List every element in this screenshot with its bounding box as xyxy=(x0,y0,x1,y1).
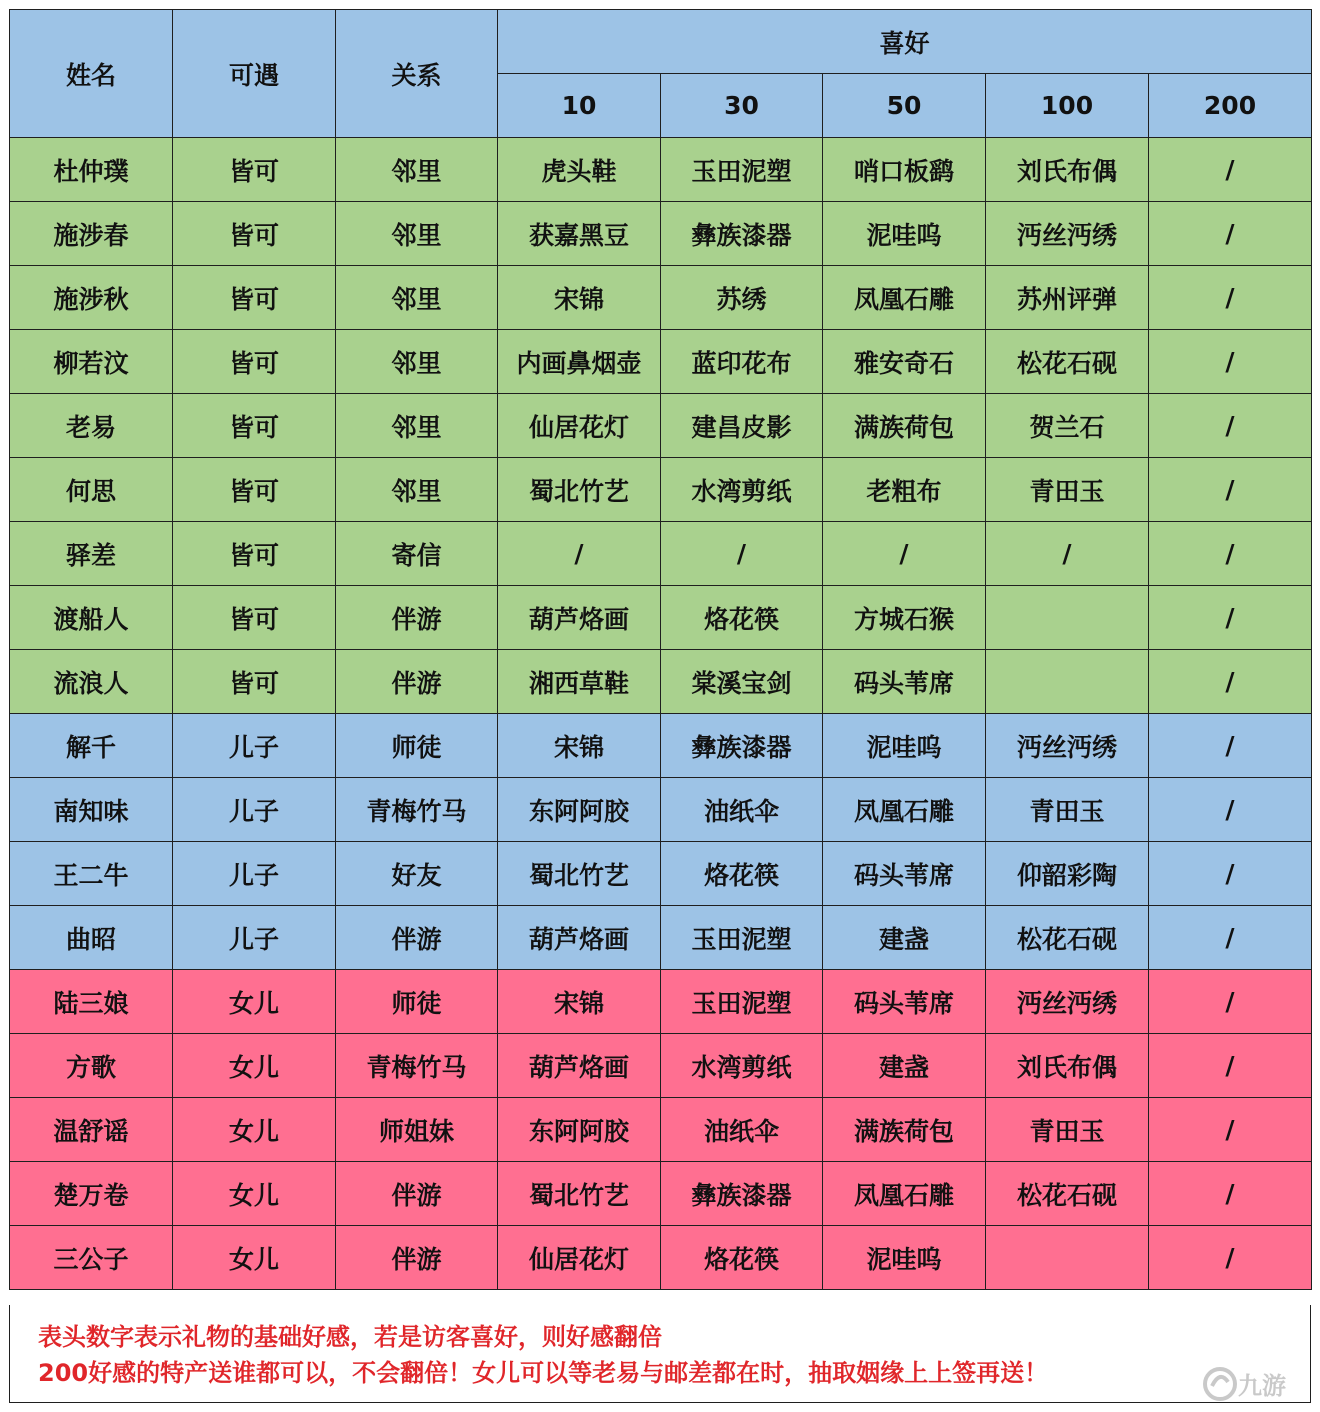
header-level: 100 xyxy=(986,74,1149,138)
jiuyou-logo-icon xyxy=(1202,1360,1302,1408)
cell-gift-30: 彝族漆器 xyxy=(661,1162,823,1226)
table-row xyxy=(10,394,1312,458)
cell-name: 解千 xyxy=(10,714,173,778)
cell-name: 楚万卷 xyxy=(10,1162,173,1226)
cell-gift-30: / xyxy=(661,522,823,586)
cell-name: 流浪人 xyxy=(10,650,173,714)
table-row xyxy=(10,650,1312,714)
table-row xyxy=(10,202,1312,266)
cell-relation: 邻里 xyxy=(336,394,498,458)
cell-gift-30: 彝族漆器 xyxy=(661,202,823,266)
cell-gift-10: 虎头鞋 xyxy=(498,138,661,202)
cell-gift-30: 棠溪宝剑 xyxy=(661,650,823,714)
cell-gift-50: 建盏 xyxy=(823,906,986,970)
cell-gift-30: 烙花筷 xyxy=(661,1226,823,1290)
cell-gift-50: 雅安奇石 xyxy=(823,330,986,394)
table-row xyxy=(10,330,1312,394)
cell-gift-30: 玉田泥塑 xyxy=(661,906,823,970)
cell-relation: 伴游 xyxy=(336,1226,498,1290)
cell-gift-10: 葫芦烙画 xyxy=(498,906,661,970)
cell-relation: 师徒 xyxy=(336,714,498,778)
cell-name: 温舒谣 xyxy=(10,1098,173,1162)
cell-relation: 师徒 xyxy=(336,970,498,1034)
table-row xyxy=(10,1226,1312,1290)
cell-gift-10: 获嘉黑豆 xyxy=(498,202,661,266)
cell-name: 驿差 xyxy=(10,522,173,586)
cell-gift-200: / xyxy=(1149,906,1312,970)
cell-name: 柳若汶 xyxy=(10,330,173,394)
cell-gift-10: 仙居花灯 xyxy=(498,1226,661,1290)
cell-gift-10: 蜀北竹艺 xyxy=(498,842,661,906)
cell-gift-50: 满族荷包 xyxy=(823,1098,986,1162)
cell-gift-30: 烙花筷 xyxy=(661,842,823,906)
cell-gift-200: / xyxy=(1149,202,1312,266)
table-row xyxy=(10,970,1312,1034)
gift-preference-table xyxy=(9,9,1312,1290)
cell-availability: 皆可 xyxy=(173,522,336,586)
cell-availability: 女儿 xyxy=(173,1034,336,1098)
table-row xyxy=(10,266,1312,330)
cell-gift-10: 湘西草鞋 xyxy=(498,650,661,714)
table-row xyxy=(10,522,1312,586)
cell-gift-50: / xyxy=(823,522,986,586)
cell-availability: 儿子 xyxy=(173,714,336,778)
table-row xyxy=(10,1098,1312,1162)
cell-relation: 青梅竹马 xyxy=(336,778,498,842)
cell-gift-100: 仰韶彩陶 xyxy=(986,842,1149,906)
cell-gift-100: 沔丝沔绣 xyxy=(986,714,1149,778)
table-row xyxy=(10,138,1312,202)
cell-gift-10: 内画鼻烟壶 xyxy=(498,330,661,394)
cell-relation: 青梅竹马 xyxy=(336,1034,498,1098)
cell-gift-200: / xyxy=(1149,394,1312,458)
cell-relation: 邻里 xyxy=(336,330,498,394)
cell-name: 方歌 xyxy=(10,1034,173,1098)
cell-gift-50: 老粗布 xyxy=(823,458,986,522)
cell-name: 何思 xyxy=(10,458,173,522)
cell-gift-200: / xyxy=(1149,138,1312,202)
cell-availability: 女儿 xyxy=(173,1226,336,1290)
header-level: 30 xyxy=(661,74,823,138)
cell-name: 三公子 xyxy=(10,1226,173,1290)
table-row xyxy=(10,842,1312,906)
cell-gift-200: / xyxy=(1149,522,1312,586)
cell-gift-100 xyxy=(986,586,1149,650)
cell-availability: 儿子 xyxy=(173,906,336,970)
cell-gift-100: 沔丝沔绣 xyxy=(986,202,1149,266)
cell-relation: 伴游 xyxy=(336,650,498,714)
cell-gift-200: / xyxy=(1149,842,1312,906)
cell-gift-50: 泥哇呜 xyxy=(823,1226,986,1290)
cell-gift-100: 青田玉 xyxy=(986,778,1149,842)
cell-gift-100: 刘氏布偶 xyxy=(986,138,1149,202)
cell-gift-10: 东阿阿胶 xyxy=(498,1098,661,1162)
table-row xyxy=(10,906,1312,970)
cell-relation: 伴游 xyxy=(336,906,498,970)
header-availability: 可遇 xyxy=(173,10,336,138)
footnote-line: 表头数字表示礼物的基础好感，若是访客喜好，则好感翻倍 xyxy=(38,1323,662,1351)
cell-gift-200: / xyxy=(1149,778,1312,842)
cell-relation: 好友 xyxy=(336,842,498,906)
cell-relation: 邻里 xyxy=(336,138,498,202)
cell-availability: 皆可 xyxy=(173,202,336,266)
cell-gift-200: / xyxy=(1149,1226,1312,1290)
cell-gift-200: / xyxy=(1149,650,1312,714)
cell-gift-10: 葫芦烙画 xyxy=(498,1034,661,1098)
cell-gift-100: 刘氏布偶 xyxy=(986,1034,1149,1098)
cell-gift-50: 凤凰石雕 xyxy=(823,778,986,842)
cell-gift-100: 沔丝沔绣 xyxy=(986,970,1149,1034)
cell-gift-30: 建昌皮影 xyxy=(661,394,823,458)
header-relation: 关系 xyxy=(336,10,498,138)
cell-name: 杜仲璞 xyxy=(10,138,173,202)
cell-gift-10: 蜀北竹艺 xyxy=(498,1162,661,1226)
cell-gift-10: 宋锦 xyxy=(498,714,661,778)
cell-gift-30: 油纸伞 xyxy=(661,778,823,842)
cell-relation: 伴游 xyxy=(336,586,498,650)
cell-availability: 皆可 xyxy=(173,394,336,458)
cell-gift-50: 方城石猴 xyxy=(823,586,986,650)
cell-gift-10: 宋锦 xyxy=(498,266,661,330)
cell-gift-200: / xyxy=(1149,1098,1312,1162)
cell-relation: 邻里 xyxy=(336,202,498,266)
table-row xyxy=(10,714,1312,778)
cell-relation: 邻里 xyxy=(336,266,498,330)
cell-name: 渡船人 xyxy=(10,586,173,650)
cell-gift-10: 东阿阿胶 xyxy=(498,778,661,842)
cell-name: 曲昭 xyxy=(10,906,173,970)
cell-gift-50: 码头苇席 xyxy=(823,970,986,1034)
cell-gift-100: 苏州评弹 xyxy=(986,266,1149,330)
cell-availability: 皆可 xyxy=(173,138,336,202)
cell-gift-50: 满族荷包 xyxy=(823,394,986,458)
cell-gift-200: / xyxy=(1149,458,1312,522)
cell-gift-30: 玉田泥塑 xyxy=(661,138,823,202)
cell-gift-10: 蜀北竹艺 xyxy=(498,458,661,522)
table-row xyxy=(10,586,1312,650)
header-level: 10 xyxy=(498,74,661,138)
cell-gift-100 xyxy=(986,650,1149,714)
cell-gift-10: 仙居花灯 xyxy=(498,394,661,458)
cell-gift-50: 凤凰石雕 xyxy=(823,1162,986,1226)
cell-relation: 师姐妹 xyxy=(336,1098,498,1162)
cell-gift-100: / xyxy=(986,522,1149,586)
cell-gift-200: / xyxy=(1149,330,1312,394)
cell-availability: 皆可 xyxy=(173,330,336,394)
header-level: 200 xyxy=(1149,74,1312,138)
cell-gift-10: / xyxy=(498,522,661,586)
table-row xyxy=(10,458,1312,522)
cell-gift-30: 油纸伞 xyxy=(661,1098,823,1162)
cell-gift-10: 葫芦烙画 xyxy=(498,586,661,650)
cell-availability: 女儿 xyxy=(173,1098,336,1162)
cell-name: 陆三娘 xyxy=(10,970,173,1034)
header-name: 姓名 xyxy=(10,10,173,138)
cell-availability: 皆可 xyxy=(173,586,336,650)
cell-name: 王二牛 xyxy=(10,842,173,906)
cell-gift-100: 松花石砚 xyxy=(986,330,1149,394)
cell-name: 老易 xyxy=(10,394,173,458)
table-row xyxy=(10,1034,1312,1098)
header-preference: 喜好 xyxy=(498,10,1312,74)
cell-gift-30: 蓝印花布 xyxy=(661,330,823,394)
cell-gift-50: 泥哇呜 xyxy=(823,714,986,778)
cell-gift-30: 苏绣 xyxy=(661,266,823,330)
cell-name: 施涉秋 xyxy=(10,266,173,330)
cell-gift-50: 码头苇席 xyxy=(823,842,986,906)
cell-availability: 皆可 xyxy=(173,266,336,330)
cell-availability: 皆可 xyxy=(173,650,336,714)
cell-gift-200: / xyxy=(1149,1034,1312,1098)
cell-gift-50: 码头苇席 xyxy=(823,650,986,714)
cell-gift-50: 哨口板鹞 xyxy=(823,138,986,202)
cell-gift-100: 松花石砚 xyxy=(986,1162,1149,1226)
header-level: 50 xyxy=(823,74,986,138)
cell-gift-30: 烙花筷 xyxy=(661,586,823,650)
cell-gift-30: 水湾剪纸 xyxy=(661,458,823,522)
cell-gift-200: / xyxy=(1149,266,1312,330)
cell-gift-100: 松花石砚 xyxy=(986,906,1149,970)
cell-availability: 皆可 xyxy=(173,458,336,522)
cell-availability: 女儿 xyxy=(173,970,336,1034)
cell-gift-200: / xyxy=(1149,586,1312,650)
cell-name: 南知味 xyxy=(10,778,173,842)
table-row xyxy=(10,778,1312,842)
cell-gift-200: / xyxy=(1149,970,1312,1034)
cell-gift-50: 泥哇呜 xyxy=(823,202,986,266)
cell-gift-100: 贺兰石 xyxy=(986,394,1149,458)
table-row xyxy=(10,1162,1312,1226)
cell-relation: 寄信 xyxy=(336,522,498,586)
cell-gift-100: 青田玉 xyxy=(986,458,1149,522)
cell-gift-30: 彝族漆器 xyxy=(661,714,823,778)
cell-gift-30: 玉田泥塑 xyxy=(661,970,823,1034)
cell-gift-30: 水湾剪纸 xyxy=(661,1034,823,1098)
cell-availability: 儿子 xyxy=(173,778,336,842)
watermark-text: 九游 xyxy=(1238,1372,1286,1400)
cell-name: 施涉春 xyxy=(10,202,173,266)
cell-gift-200: / xyxy=(1149,1162,1312,1226)
cell-gift-200: / xyxy=(1149,714,1312,778)
cell-relation: 邻里 xyxy=(336,458,498,522)
cell-availability: 儿子 xyxy=(173,842,336,906)
footnote-line: 200好感的特产送谁都可以，不会翻倍！女儿可以等老易与邮差都在时，抽取姻缘上上签再送！ xyxy=(38,1359,1049,1387)
cell-availability: 女儿 xyxy=(173,1162,336,1226)
cell-gift-100: 青田玉 xyxy=(986,1098,1149,1162)
footnote xyxy=(9,1305,1311,1403)
cell-gift-10: 宋锦 xyxy=(498,970,661,1034)
cell-gift-50: 凤凰石雕 xyxy=(823,266,986,330)
cell-gift-100 xyxy=(986,1226,1149,1290)
cell-gift-50: 建盏 xyxy=(823,1034,986,1098)
cell-relation: 伴游 xyxy=(336,1162,498,1226)
